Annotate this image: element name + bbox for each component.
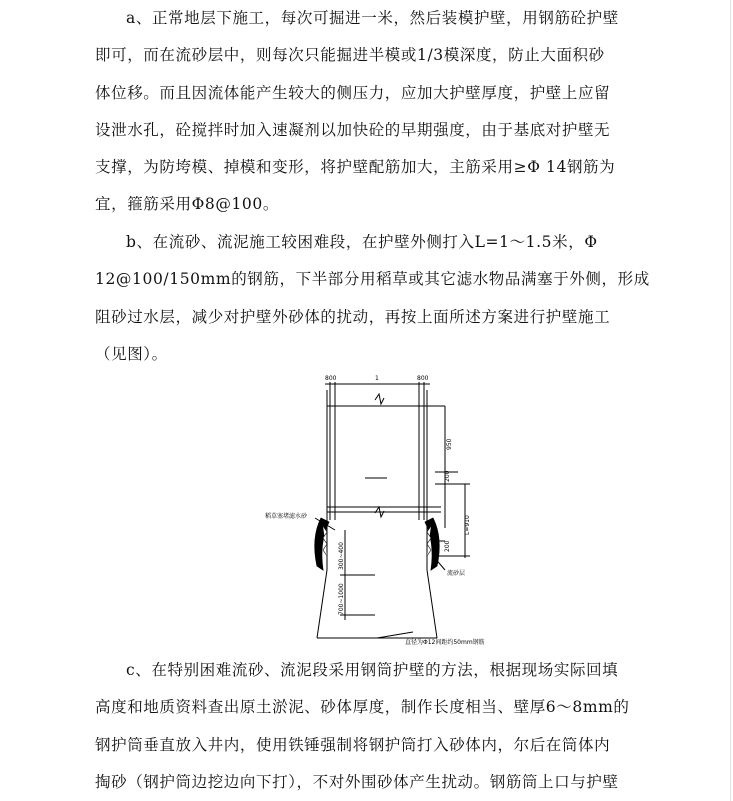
text-line: 支撑，为防垮模、掉模和变形，将护壁配筋加大，主筋采用≥Φ 14钢筋为 <box>95 158 616 177</box>
text-line: 12@100/150mm的钢筋，下半部分用稻草或其它滤水物品满塞于外侧，形成 <box>95 270 650 289</box>
text-line: c、在特别困难流砂、流泥段采用钢筒护壁的方法，根据现场实际回填 <box>126 661 619 679</box>
paragraph-c <box>95 652 640 801</box>
retaining-wall-diagram <box>255 370 495 650</box>
dim-inner-1: 300~400 <box>338 542 345 570</box>
dim-inner-2: 700~1000 <box>338 583 345 615</box>
text-line: 设泄水孔，砼搅拌时加入速凝剂以加快砼的早期强度，由于基底对护壁无 <box>95 120 611 139</box>
text-line: 高度和地质资料查出原土淤泥、砂体厚度，制作长度相当、壁厚6～8mm的 <box>95 698 630 717</box>
dim-2: 200 <box>444 470 451 482</box>
text-line: 宜，箍筋采用Φ8@100。 <box>95 195 279 214</box>
dim-top: 1 <box>375 375 379 382</box>
dim-top-right: 800 <box>417 375 429 382</box>
dim-3: L=910 <box>464 515 471 535</box>
text-line: 掏砂（钢护筒边挖边向下打），不对外围砂体产生扰动。钢筋筒上口与护壁 <box>95 772 619 791</box>
dim-top-left: 800 <box>325 375 337 382</box>
dim-1: 950 <box>446 438 453 450</box>
dim-4: 200 <box>444 540 451 552</box>
paragraph-b <box>95 224 650 373</box>
label-left: 稻草塞堵滤水砂 <box>265 513 308 520</box>
text-line: （见图）。 <box>95 344 168 363</box>
text-line: 阻砂过水层，减少对护壁外砂体的扰动，再按上面所述方案进行护壁施工 <box>95 307 611 326</box>
label-right: 流砂层 <box>447 570 466 577</box>
text-line: a、正常地层下施工，每次可掘进一米，然后装模护壁，用钢筋砼护壁 <box>126 9 619 27</box>
text-line: 钢护筒垂直放入井内，使用铁锤强制将钢护筒打入砂体内，尔后在筒体内 <box>95 735 611 754</box>
paragraph-a <box>95 0 640 224</box>
diagram-svg <box>255 370 495 650</box>
text-line: b、在流砂、流泥施工较困难段，在护壁外侧打入L=1～1.5米，Φ <box>126 233 598 251</box>
text-line: 即可，而在流砂层中，则每次只能掘进半模或1/3模深度，防止大面积砂 <box>95 46 605 65</box>
page-edge-divider <box>730 0 731 801</box>
label-bottom: 直径为Φ12间距约50mm钢筋 <box>405 639 485 646</box>
text-line: 体位移。而且因流体能产生较大的侧压力，应加大护壁厚度，护壁上应留 <box>95 83 611 102</box>
